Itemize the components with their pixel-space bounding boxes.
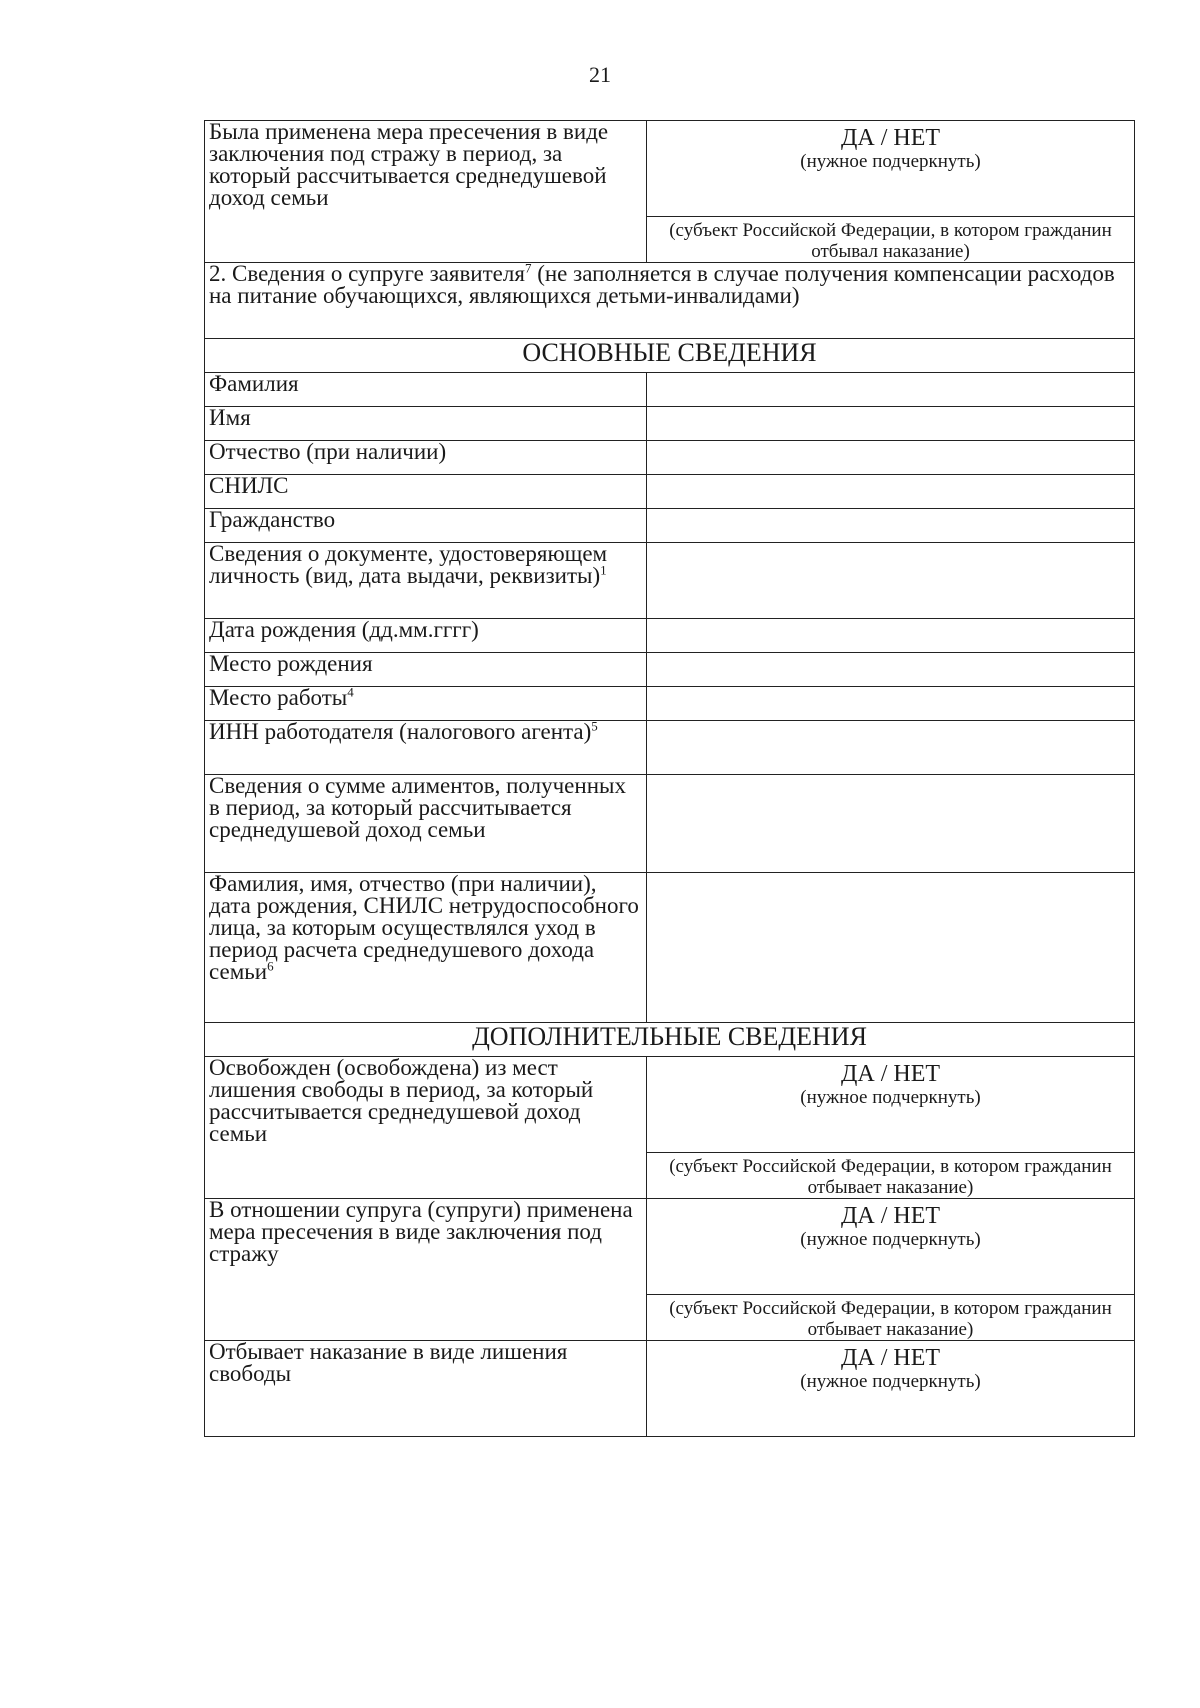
detention-question: Была применена мера пресечения в виде заключения под стражу в период, за который рассчитывается среднедушевой доход семьи — [205, 121, 647, 263]
additional-info-heading: ДОПОЛНИТЕЛЬНЫЕ СВЕДЕНИЯ — [205, 1023, 1135, 1057]
footnote-ref: 7 — [524, 260, 532, 276]
custody-subject-field[interactable]: (субъект Российской Федерации, в котором гражданин отбывает наказание) — [647, 1295, 1135, 1341]
field-value-birth-date[interactable] — [647, 619, 1135, 653]
released-question: Освобожден (освобождена) из мест лишения свободы в период, за который рассчитывается среднедушевой доход семьи — [205, 1057, 647, 1199]
serving-sentence-question: Отбывает наказание в виде лишения свободы — [205, 1341, 647, 1437]
serving-sentence-row — [205, 1341, 1135, 1437]
form-row — [205, 441, 1135, 475]
form-row — [205, 407, 1135, 441]
field-value-alimony[interactable] — [647, 775, 1135, 873]
form-row — [205, 775, 1135, 873]
field-value-surname[interactable] — [647, 373, 1135, 407]
field-label-surname: Фамилия — [205, 373, 647, 407]
field-value-id-document[interactable] — [647, 543, 1135, 619]
spouse-info-table — [204, 120, 1135, 1437]
released-subject-field[interactable]: (субъект Российской Федерации, в котором гражданин отбывает наказание) — [647, 1153, 1135, 1199]
section2-title-row — [205, 263, 1135, 339]
yes-no-answer: ДА / НЕТ — [840, 1061, 941, 1087]
field-value-citizenship[interactable] — [647, 509, 1135, 543]
form-row — [205, 873, 1135, 1023]
form-row — [205, 619, 1135, 653]
underline-hint: (нужное подчеркнуть) — [800, 1371, 981, 1392]
field-value-patronymic[interactable] — [647, 441, 1135, 475]
form-row — [205, 373, 1135, 407]
field-value-snils[interactable] — [647, 475, 1135, 509]
field-label-alimony: Сведения о сумме алиментов, полученных в период, за который рассчитывается среднедушевой доход семьи — [205, 775, 647, 873]
field-label-employer-inn: ИНН работодателя (налогового агента)$^5$ — [205, 721, 647, 775]
field-value-employer-inn[interactable] — [647, 721, 1135, 775]
section2-title-main: 2. Сведения о супруге заявителя — [209, 261, 525, 286]
underline-hint: (нужное подчеркнуть) — [800, 1229, 981, 1250]
underline-hint: (нужное подчеркнуть) — [800, 151, 981, 172]
yes-no-answer: ДА / НЕТ — [840, 1203, 941, 1229]
field-label-birth-date: Дата рождения (дд.мм.гггг) — [205, 619, 647, 653]
basic-heading-row — [205, 339, 1135, 373]
form-row — [205, 687, 1135, 721]
field-label-birth-place: Место рождения — [205, 653, 647, 687]
custody-row — [205, 1199, 1135, 1295]
section2-title — [205, 260, 1135, 339]
released-row — [205, 1057, 1135, 1153]
field-value-name[interactable] — [647, 407, 1135, 441]
serving-sentence-answer-cell[interactable] — [647, 1341, 1135, 1437]
form-row — [205, 653, 1135, 687]
custody-answer-cell[interactable] — [647, 1199, 1135, 1295]
field-value-dependent-care[interactable] — [647, 873, 1135, 1023]
released-answer-cell[interactable] — [647, 1057, 1135, 1153]
basic-info-heading: ОСНОВНЫЕ СВЕДЕНИЯ — [205, 339, 1135, 373]
yes-no-answer: ДА / НЕТ — [840, 1345, 941, 1371]
field-label-name: Имя — [205, 407, 647, 441]
custody-question: В отношении супруга (супруги) применена мера пресечения в виде заключения под стражу — [205, 1199, 647, 1341]
form-row — [205, 721, 1135, 775]
field-label-workplace: Место работы$^4$ — [205, 687, 647, 721]
form-row — [205, 475, 1135, 509]
page-number: 21 — [589, 62, 611, 87]
field-value-workplace[interactable] — [647, 687, 1135, 721]
form-row — [205, 543, 1135, 619]
field-label-patronymic: Отчество (при наличии) — [205, 441, 647, 475]
detention-answer-cell[interactable] — [647, 121, 1135, 217]
field-label-snils: СНИЛС — [205, 475, 647, 509]
field-label-id-document: Сведения о документе, удостоверяющем личность (вид, дата выдачи, реквизиты)$^1$ — [205, 543, 647, 619]
underline-hint: (нужное подчеркнуть) — [800, 1087, 981, 1108]
field-value-birth-place[interactable] — [647, 653, 1135, 687]
detention-row — [205, 121, 1135, 217]
field-label-citizenship: Гражданство — [205, 509, 647, 543]
additional-heading-row — [205, 1023, 1135, 1057]
yes-no-answer: ДА / НЕТ — [840, 125, 941, 151]
detention-subject-field[interactable]: (субъект Российской Федерации, в котором гражданин отбывал наказание) — [647, 217, 1135, 263]
form-row — [205, 509, 1135, 543]
section2-title-rest: (не заполняется в случае получения компенсации расходов на питание обучающихся, являющихся детьми-инвалидами) — [209, 261, 1115, 308]
field-label-dependent-care: Фамилия, имя, отчество (при наличии), дата рождения, СНИЛС нетрудоспособного лица, за которым осуществлялся уход в период расчета среднедушевого дохода семьи$^6$ — [205, 873, 647, 1023]
